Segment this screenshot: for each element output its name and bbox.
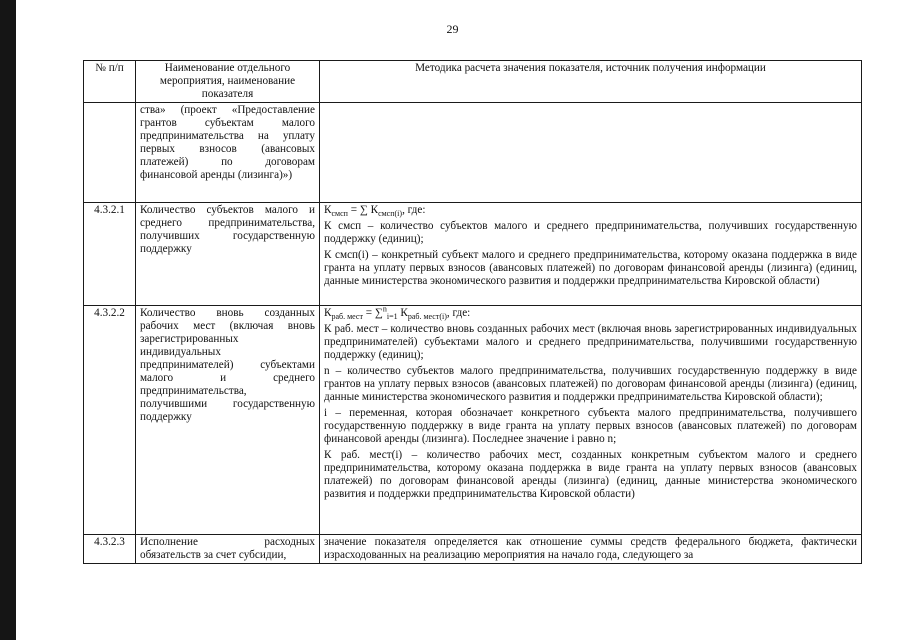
row-name-cell: Количество вновь созданных рабочих мест (включая вновь зарегистрированных индивидуальных предпринимателей) субъектами малого и среднего предпринимательства, получившими государственную поддержку bbox=[136, 306, 320, 535]
method-paragraph: К смсп(i) – конкретный субъект малого и среднего предпринимательства, которому оказана поддержка в виде гранта на уплату первых взносов (авансовых платежей) по договорам финансовой аренды (лизинга) (единиц, данные министерства экономического развития и поддержки предпринимательства Кировской области) bbox=[324, 249, 857, 287]
row-name-cell: Количество субъектов малого и среднего предпринимательства, получивших государственную поддержку bbox=[136, 203, 320, 306]
method-paragraph: n – количество субъектов малого предпринимательства, получивших государственную поддержку в виде грантов на уплату первых взносов (авансовых платежей) по договорам финансовой аренды (лизинга) (единиц, данные министерства экономического развития и поддержки предпринимательства Кировской области); bbox=[324, 365, 857, 403]
formula: $К_{раб. мест} = \sum^n_{i=1}$ $К_{раб. мест(i)}$, где: bbox=[324, 304, 471, 322]
page-number: 29 bbox=[446, 22, 459, 36]
method-paragraph: К раб. мест – количество вновь созданных рабочих мест (включая вновь зарегистрированных индивидуальных предпринимателей) субъектами малого и среднего предпринимательства, получившими государственную поддержку (единиц); bbox=[324, 323, 857, 361]
row-number-cell: 4.3.2.1 bbox=[84, 203, 136, 306]
method-paragraph: К раб. мест(i) – количество рабочих мест, созданных конкретным субъектом малого и среднего предпринимательства, которому оказана поддержка в виде гранта на уплату первых взносов (авансовых платежей) по договорам финансовой аренды (лизинга) (единиц, данные министерства экономического развития и поддержки предпринимательства Кировской области) bbox=[324, 449, 857, 500]
row-method-cell bbox=[320, 203, 862, 306]
formula: $К_{смсп}$ = ∑ $К_{смсп(i)}$, где: bbox=[324, 204, 426, 219]
indicator-table bbox=[83, 60, 862, 564]
header-number: № п/п bbox=[84, 61, 136, 103]
table-row-continuation bbox=[84, 103, 862, 203]
row-method-cell bbox=[320, 103, 862, 203]
method-paragraph: К смсп – количество субъектов малого и среднего предпринимательства, получивших государственную поддержку (единиц); bbox=[324, 220, 857, 245]
method-paragraph: значение показателя определяется как отношение суммы средств федерального бюджета, фактически израсходованных на реализацию мероприятия на начало года, следующего за bbox=[324, 536, 857, 561]
row-number-cell: 4.3.2.2 bbox=[84, 306, 136, 535]
table-row bbox=[84, 535, 862, 564]
table-row bbox=[84, 203, 862, 306]
method-paragraph: i – переменная, которая обозначает конкретного субъекта малого предпринимательства, получившего государственную поддержку в виде гранта на уплату первых взносов (авансовых платежей) по договорам финансовой аренды (лизинга). Последнее значение i равно n; bbox=[324, 407, 857, 445]
header-method: Методика расчета значения показателя, источник получения информации bbox=[320, 61, 862, 103]
table-row bbox=[84, 306, 862, 535]
scan-left-edge bbox=[0, 0, 16, 640]
row-number-cell: 4.3.2.3 bbox=[84, 535, 136, 564]
row-name-cell: Исполнение расходных обязательств за счет субсидии, bbox=[136, 535, 320, 564]
row-method-cell bbox=[320, 306, 862, 535]
row-name-cell: ства» (проект «Предоставление грантов субъектам малого предпринимательства на уплату первых взносов (авансовых платежей) по договорам финансовой аренды (лизинга)») bbox=[136, 103, 320, 203]
row-number-cell bbox=[84, 103, 136, 203]
row-method-cell bbox=[320, 535, 862, 564]
table-header-row bbox=[84, 61, 862, 103]
header-name: Наименование отдельного мероприятия, наименование показателя bbox=[136, 61, 320, 103]
